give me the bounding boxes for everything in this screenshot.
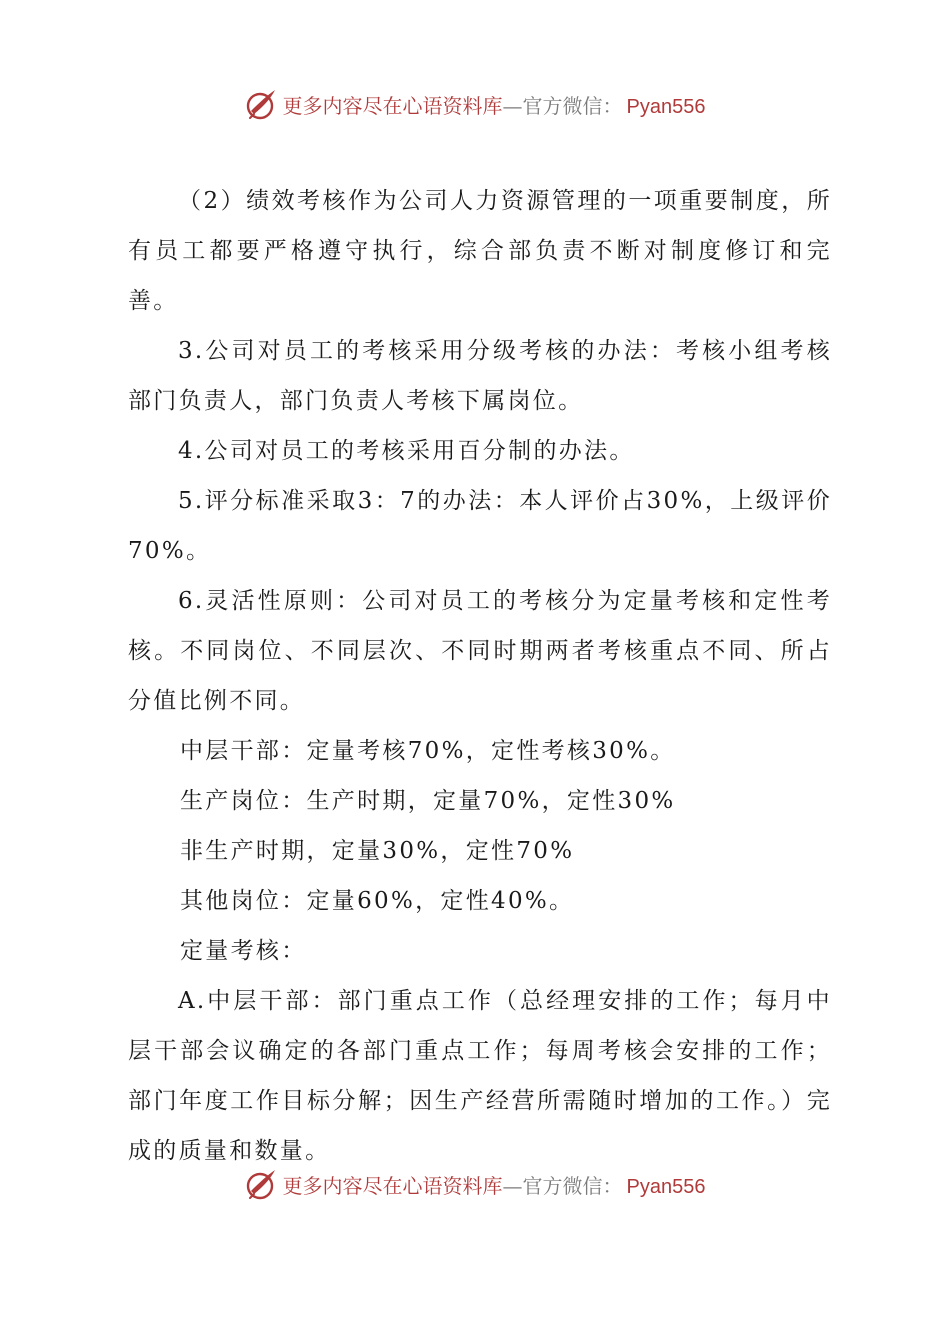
ratio-non-production-period: 非生产时期，定量30%，定性70% [180, 838, 575, 864]
footer-banner [0, 1162, 950, 1206]
quill-logo-icon [245, 1167, 279, 1201]
quantitative-heading: 定量考核： [180, 938, 307, 964]
paragraph-2: （2）绩效考核作为公司人力资源管理的一项重要制度，所有员工都要严格遵守执行，综合部负责不断对制度修订和完善。 [128, 188, 832, 314]
header-separator: — [502, 93, 523, 118]
quill-logo-icon [245, 87, 279, 121]
header-wechat-label: 官方微信： [522, 93, 623, 118]
paragraph-4: 4.公司对员工的考核采用百分制的办法。 [178, 438, 635, 464]
ratio-middle-management: 中层干部：定量考核70%，定性考核30%。 [180, 738, 676, 764]
paragraph-3: 3.公司对员工的考核采用分级考核的办法：考核小组考核部门负责人，部门负责人考核下属岗位。 [128, 338, 832, 414]
footer-separator: — [502, 1173, 523, 1198]
header-banner [0, 82, 950, 126]
ratio-production-period: 生产岗位：生产时期，定量70%，定性30% [180, 788, 676, 814]
footer-wechat-id: Pyan556 [626, 1175, 706, 1198]
paragraph-6: 6.灵活性原则：公司对员工的考核分为定量考核和定性考核。不同岗位、不同层次、不同时期两者考核重点不同、所占分值比例不同。 [128, 588, 832, 714]
document-body [128, 176, 832, 1176]
ratio-other-positions: 其他岗位：定量60%，定性40%。 [180, 888, 575, 914]
footer-brand-name: 更多内容尽在心语资料库 [282, 1173, 503, 1198]
header-wechat-id: Pyan556 [626, 95, 706, 118]
footer-wechat-label: 官方微信： [522, 1173, 623, 1198]
paragraph-a: A.中层干部：部门重点工作（总经理安排的工作；每月中层干部会议确定的各部门重点工作；每周考核会安排的工作；部门年度工作目标分解；因生产经营所需随时增加的工作。）完成的质量和数量。 [128, 988, 832, 1164]
footer-brand-text [283, 1170, 706, 1199]
paragraph-5: 5.评分标准采取3：7的办法：本人评价占30%，上级评价70%。 [128, 488, 832, 564]
header-brand-text [283, 90, 706, 119]
header-brand-name: 更多内容尽在心语资料库 [282, 93, 503, 118]
